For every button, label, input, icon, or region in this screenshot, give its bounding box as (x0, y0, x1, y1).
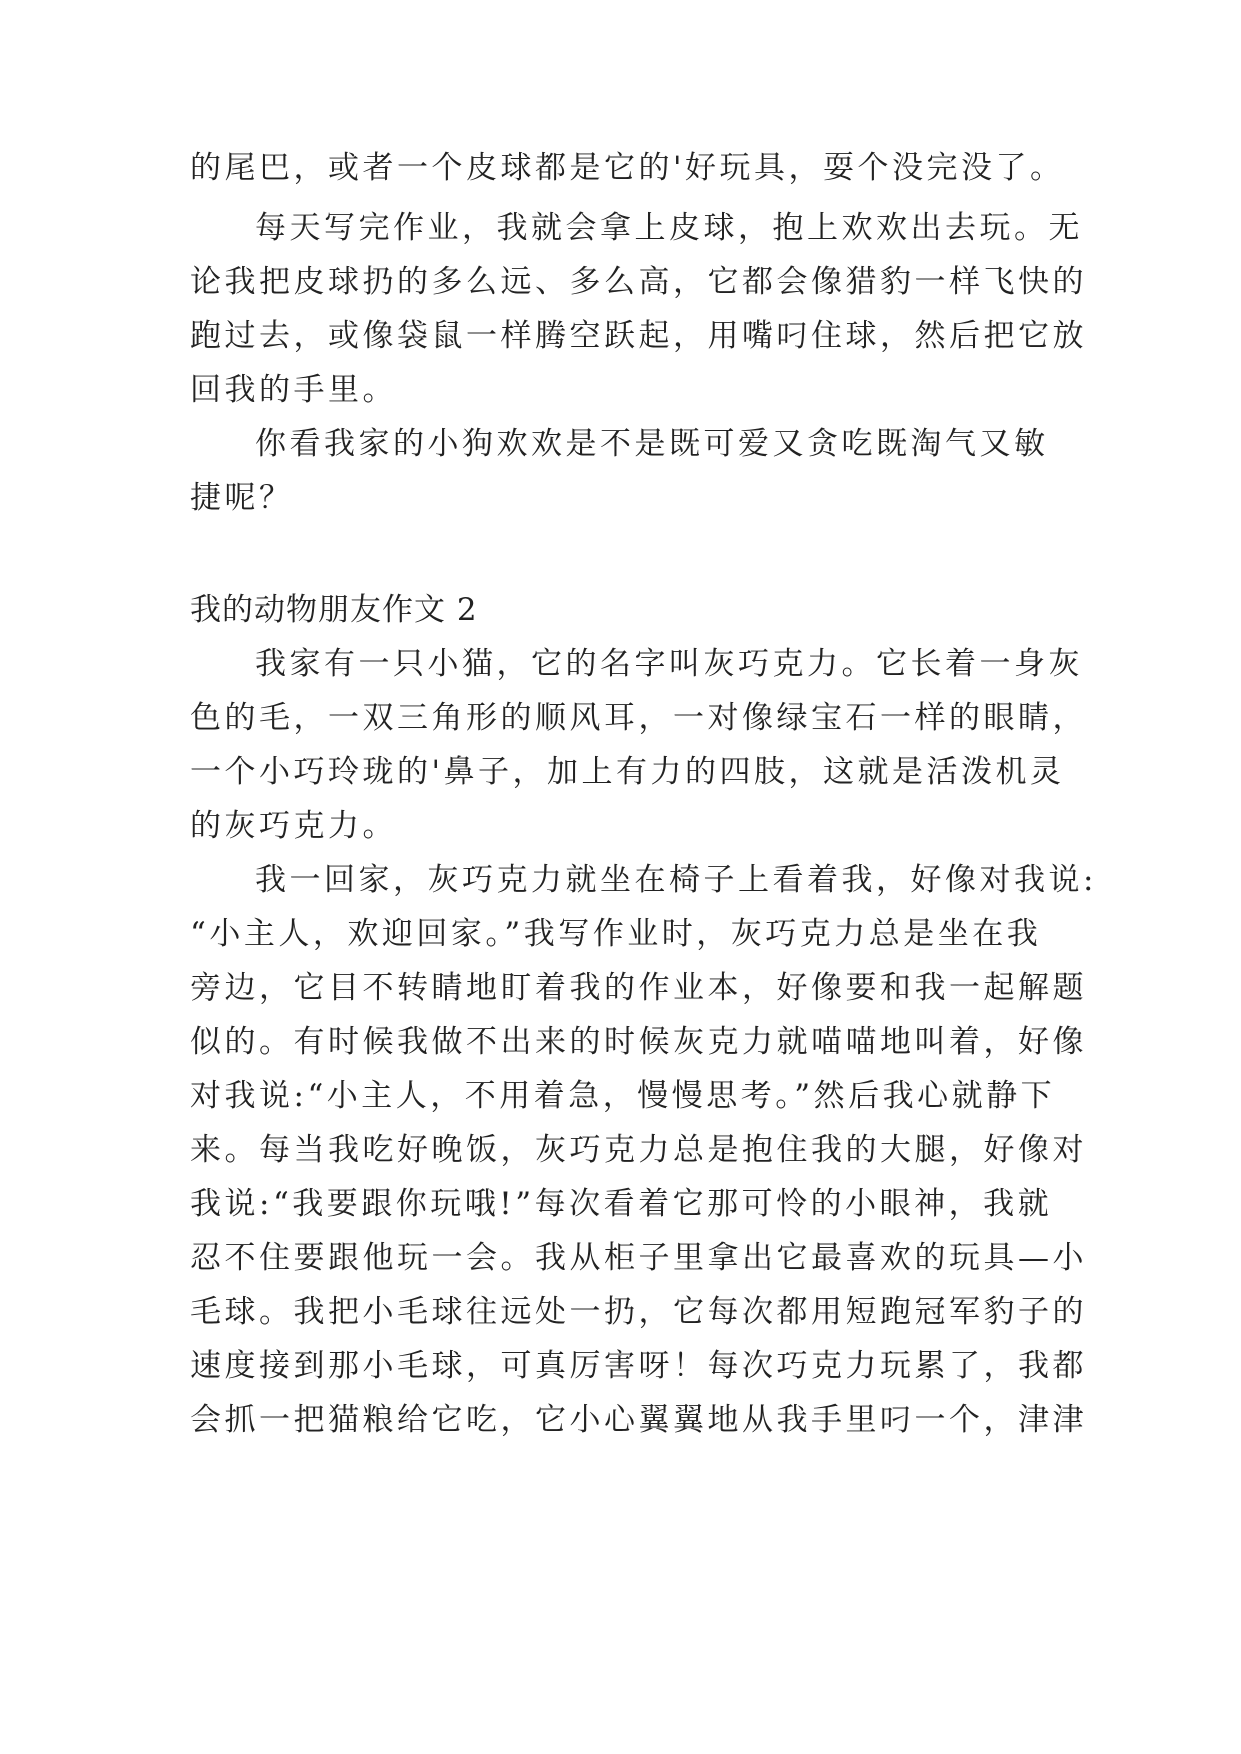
text-line: 我说:“我要跟你玩哦!”每次看着它那可怜的小眼神，我就 (190, 1186, 1053, 1222)
text-line: 来。每当我吃好晚饭，灰巧克力总是抱住我的大腿，好像对 (190, 1132, 1087, 1168)
text-line: 毛球。我把小毛球往远处一扔，它每次都用短跑冠军豹子的 (190, 1294, 1087, 1330)
paragraph-first-line: 每天写完作业，我就会拿上皮球，抱上欢欢出去玩。无 (255, 210, 1083, 246)
text-line: 忍不住要跟他玩一会。我从柜子里拿出它最喜欢的玩具—小 (190, 1240, 1087, 1276)
text-line: 论我把皮球扔的多么远、多么高，它都会像猎豹一样飞快的 (190, 264, 1087, 300)
text-line: 跑过去，或像袋鼠一样腾空跃起，用嘴叼住球，然后把它放 (190, 318, 1087, 354)
text-line: 捷呢？ (190, 480, 294, 516)
text-line: 似的。有时候我做不出来的时候灰克力就喵喵地叫着，好像 (190, 1024, 1087, 1060)
essay-heading: 我的动物朋友作文 2 (190, 592, 478, 628)
text-line: 一个小巧玲珑的'鼻子，加上有力的四肢，这就是活泼机灵 (190, 754, 1065, 790)
text-line: 色的毛，一双三角形的顺风耳，一对像绿宝石一样的眼睛， (190, 700, 1087, 736)
text-line: 的灰巧克力。 (190, 808, 397, 844)
text-line: 对我说:“小主人，不用着急，慢慢思考。”然后我心就静下 (190, 1078, 1056, 1114)
paragraph-first-line: 你看我家的小狗欢欢是不是既可爱又贪吃既淘气又敏 (255, 426, 1049, 462)
text-line: 的尾巴，或者一个皮球都是它的'好玩具，耍个没完没了。 (190, 150, 1065, 186)
text-line: “小主人，欢迎回家。”我写作业时，灰巧克力总是坐在我 (190, 916, 1042, 952)
paragraph-first-line: 我一回家，灰巧克力就坐在椅子上看着我，好像对我说: (255, 862, 1097, 898)
text-line: 旁边，它目不转睛地盯着我的作业本，好像要和我一起解题 (190, 970, 1087, 1006)
text-line: 速度接到那小毛球，可真厉害呀！每次巧克力玩累了，我都 (190, 1348, 1087, 1384)
text-line: 回我的手里。 (190, 372, 397, 408)
paragraph-first-line: 我家有一只小猫，它的名字叫灰巧克力。它长着一身灰 (255, 646, 1083, 682)
text-line: 会抓一把猫粮给它吃，它小心翼翼地从我手里叼一个，津津 (190, 1402, 1087, 1438)
